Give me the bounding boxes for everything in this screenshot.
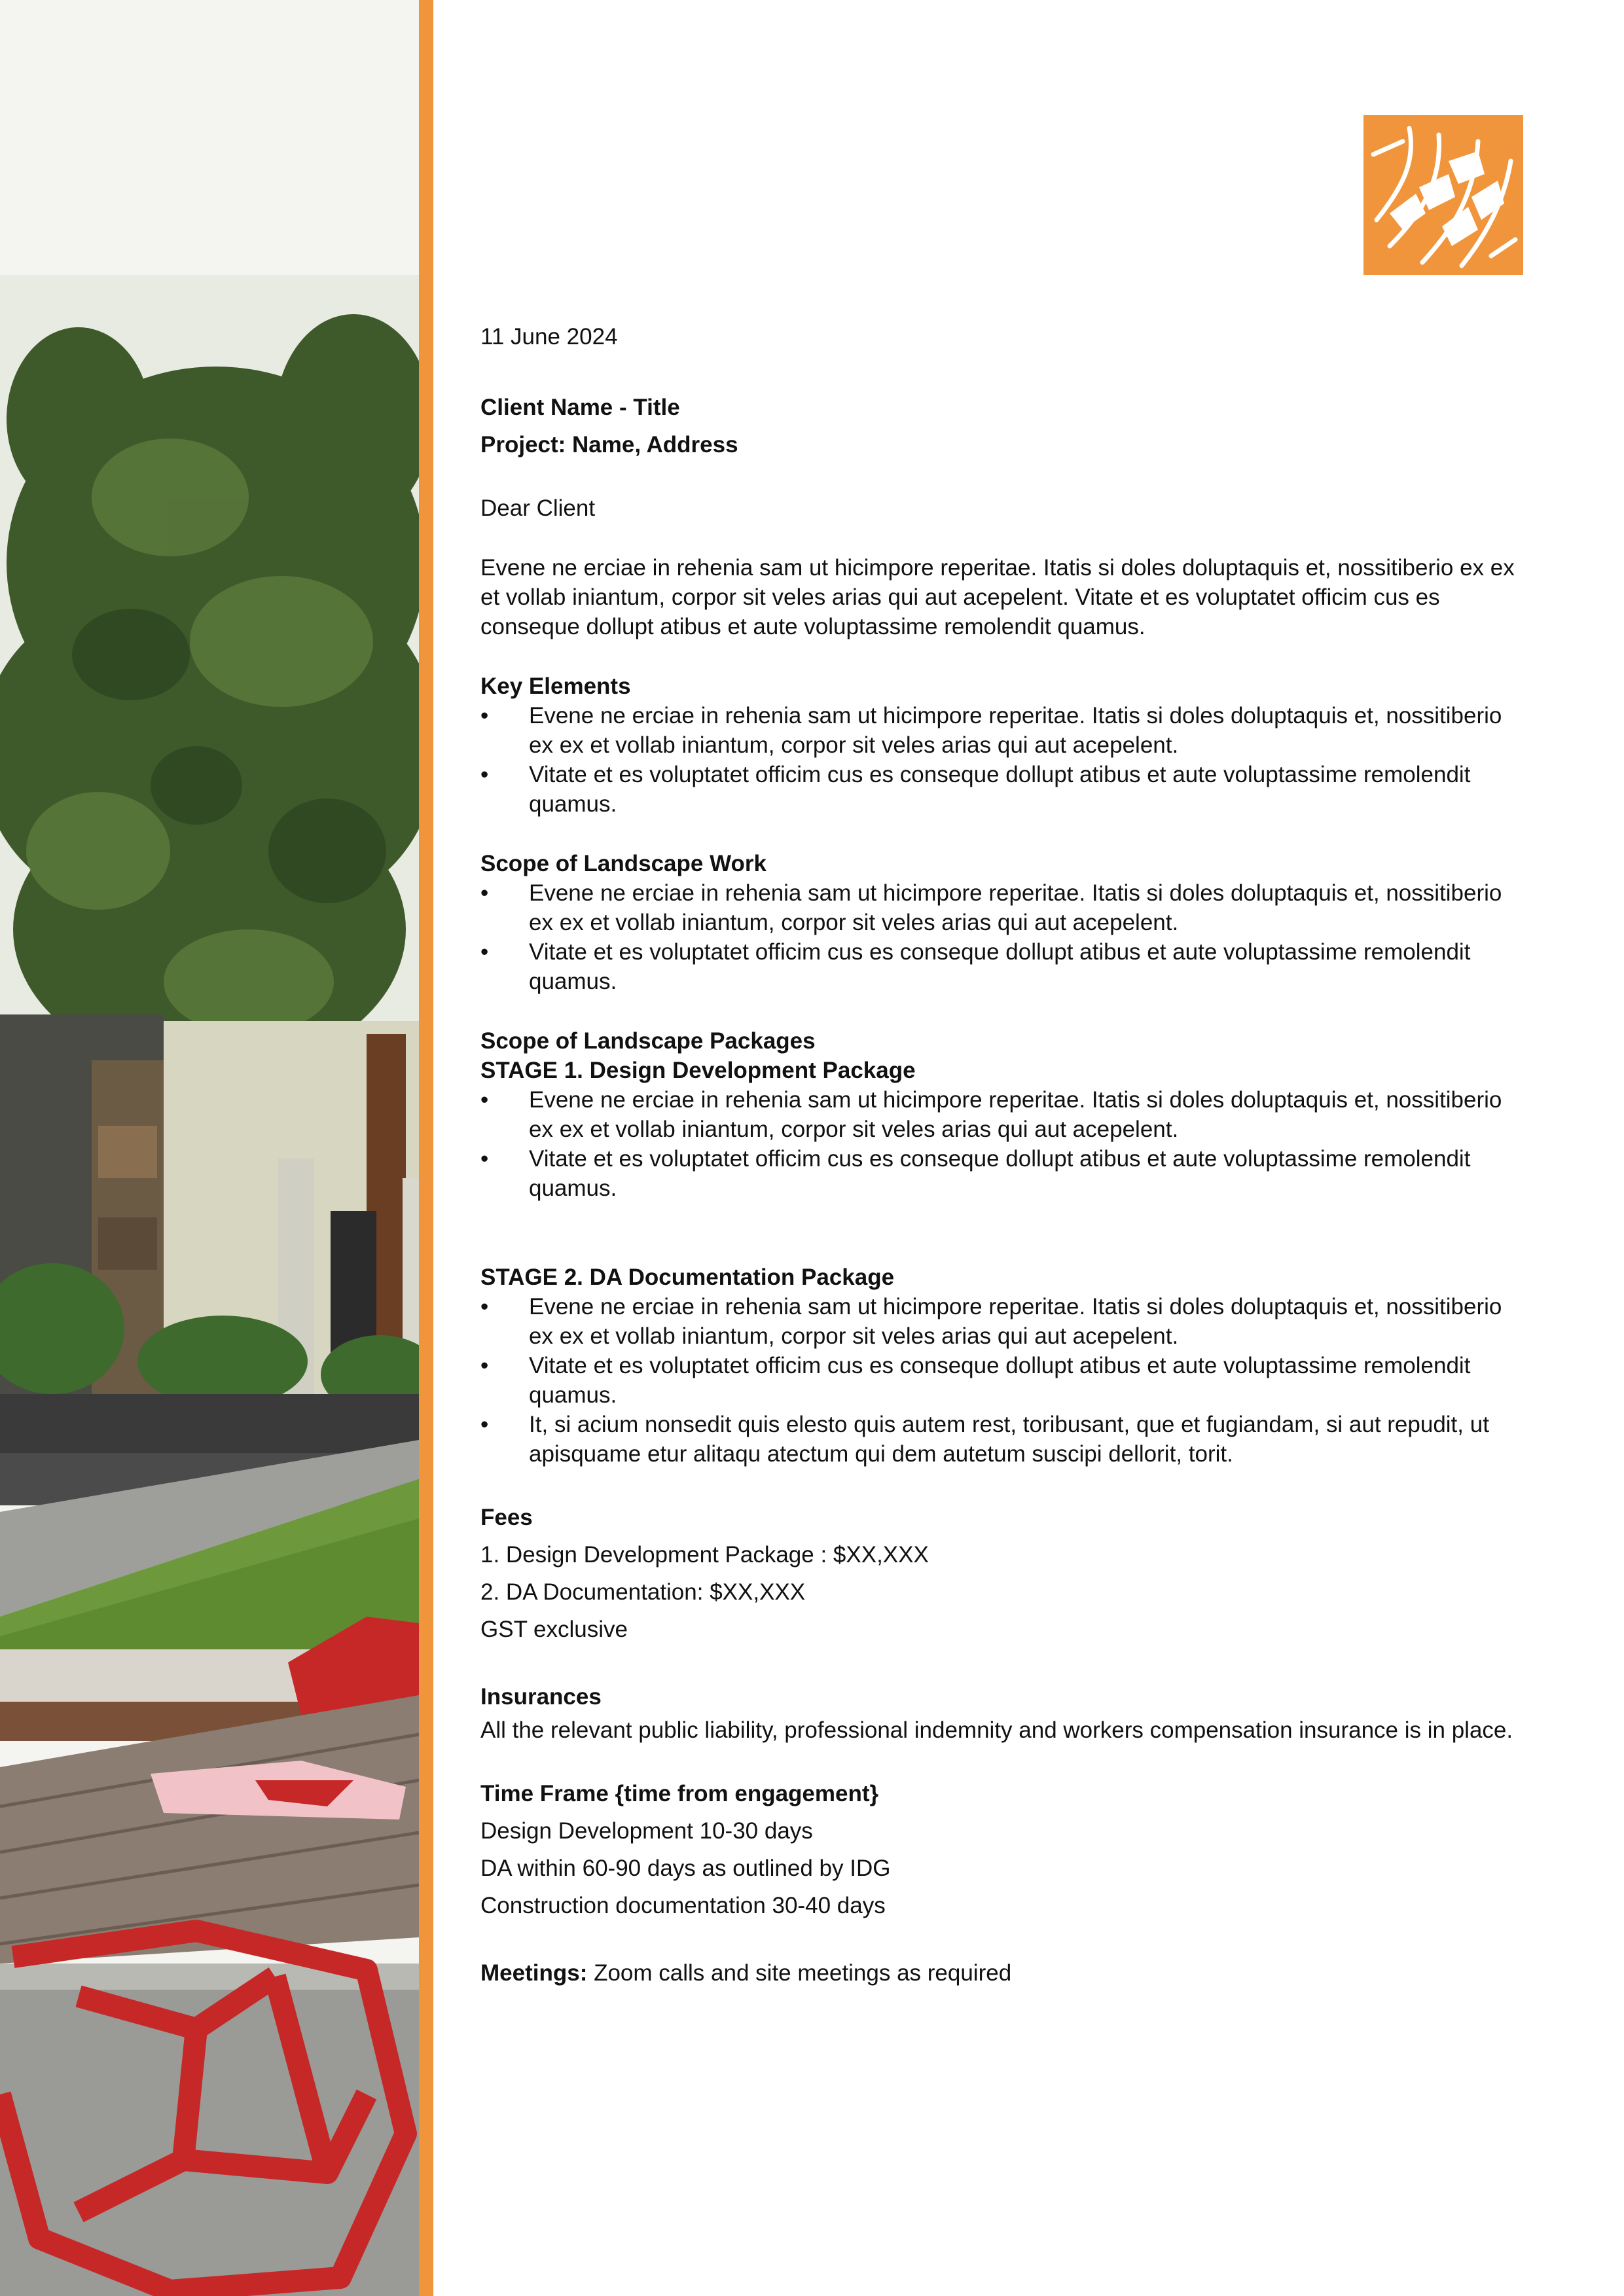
meetings-label: Meetings: xyxy=(480,1960,588,1986)
intro-paragraph: Evene ne erciae in rehenia sam ut hicimpore reperitae. Itatis si doles doluptaquis et, nossitiberio ex ex et vollab iniantum, corpor sit veles arias qui aut acepelent. Vitate et es voluptatet officim cus es conseque dollupt atibus et aute voluptassime remolendit quamus. xyxy=(480,555,1515,639)
section-title: Time Frame {time from engagement} xyxy=(480,1781,879,1806)
section-title: Insurances xyxy=(480,1684,602,1710)
time-line: Design Development 10-30 days xyxy=(480,1818,813,1844)
abstract-plant-logo-icon xyxy=(1363,115,1523,275)
stage1-title: STAGE 1. Design Development Package xyxy=(480,1058,916,1083)
scope-packages-section xyxy=(480,1026,1528,1469)
greeting: Dear Client xyxy=(480,495,596,521)
fee-line: 2. DA Documentation: $XX,XXX xyxy=(480,1579,806,1605)
list-item: • Evene ne erciae in rehenia sam ut hicimpore reperitae. Itatis si doles doluptaquis et, nossitiberio ex ex et vollab iniantum, corpor sit veles arias qui aut acepelent. xyxy=(480,701,1528,760)
time-line: DA within 60-90 days as outlined by IDG xyxy=(480,1856,891,1881)
client-line: Client Name - Title xyxy=(480,395,680,420)
letter-date: 11 June 2024 xyxy=(480,324,618,350)
list-item: • Vitate et es voluptatet officim cus es conseque dollupt atibus et aute voluptassime remolendit quamus. xyxy=(480,1144,1528,1203)
section-title: Key Elements xyxy=(480,673,631,699)
fee-line: 1. Design Development Package : $XX,XXX xyxy=(480,1542,929,1568)
bullet-list xyxy=(480,1292,1528,1469)
time-frame-section xyxy=(480,1775,1528,1924)
list-item: • It, si acium nonsedit quis elesto quis autem rest, toribusant, que et fugiandam, si aut repudit, ut apisquame etur alitaqu atectum qui dem autetum suscipi dellorit, torit. xyxy=(480,1410,1528,1469)
stage2-title: STAGE 2. DA Documentation Package xyxy=(480,1265,895,1290)
bullet-list xyxy=(480,1085,1528,1203)
bullet-list xyxy=(480,701,1528,819)
time-line: Construction documentation 30-40 days xyxy=(480,1893,886,1918)
fees-section xyxy=(480,1499,1528,1648)
section-title: Scope of Landscape Packages xyxy=(480,1028,816,1054)
project-line: Project: Name, Address xyxy=(480,432,738,457)
insurances-text: All the relevant public liability, professional indemnity and workers compensation insurance is in place. xyxy=(480,1717,1513,1743)
list-item: • Vitate et es voluptatet officim cus es conseque dollupt atibus et aute voluptassime remolendit quamus. xyxy=(480,760,1528,819)
accent-bar xyxy=(419,0,433,2296)
letter-header xyxy=(480,389,1528,463)
scope-work-section xyxy=(480,849,1528,996)
insurances-section xyxy=(480,1678,1528,1745)
section-title: Scope of Landscape Work xyxy=(480,851,767,876)
list-item: • Vitate et es voluptatet officim cus es conseque dollupt atibus et aute voluptassime remolendit quamus. xyxy=(480,1351,1528,1410)
fee-line: GST exclusive xyxy=(480,1617,628,1642)
garden-photo xyxy=(0,0,419,2296)
letter-body xyxy=(480,322,1528,1992)
bullet-list xyxy=(480,878,1528,996)
meetings-line xyxy=(480,1954,1528,1992)
stage2-block xyxy=(480,1263,1528,1469)
list-item: • Evene ne erciae in rehenia sam ut hicimpore reperitae. Itatis si doles doluptaquis et, nossitiberio ex ex et vollab iniantum, corpor sit veles arias qui aut acepelent. xyxy=(480,878,1528,937)
key-elements-section xyxy=(480,672,1528,819)
meetings-section xyxy=(480,1954,1528,1992)
list-item: • Evene ne erciae in rehenia sam ut hicimpore reperitae. Itatis si doles doluptaquis et, nossitiberio ex ex et vollab iniantum, corpor sit veles arias qui aut acepelent. xyxy=(480,1292,1528,1351)
section-title: Fees xyxy=(480,1505,533,1530)
list-item: • Evene ne erciae in rehenia sam ut hicimpore reperitae. Itatis si doles doluptaquis et, nossitiberio ex ex et vollab iniantum, corpor sit veles arias qui aut acepelent. xyxy=(480,1085,1528,1144)
meetings-text: Zoom calls and site meetings as required xyxy=(587,1960,1012,1986)
list-item: • Vitate et es voluptatet officim cus es conseque dollupt atibus et aute voluptassime remolendit quamus. xyxy=(480,937,1528,996)
